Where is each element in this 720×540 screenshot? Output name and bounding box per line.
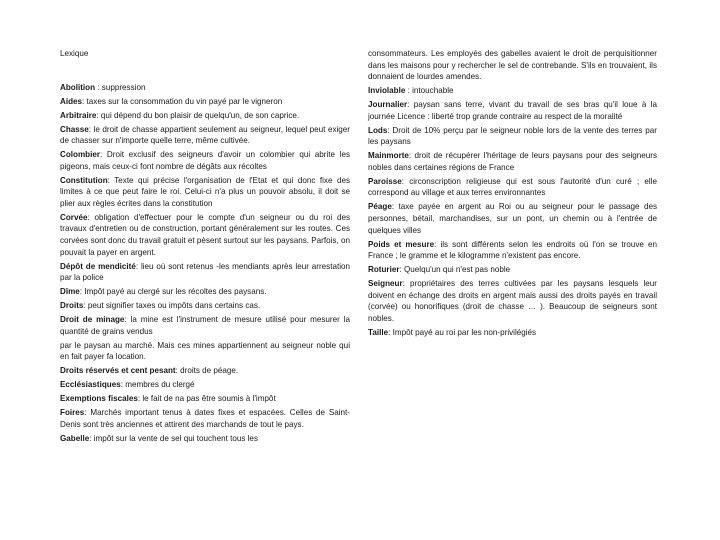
glossary-entry: [368, 150, 657, 173]
glossary-entry: [60, 379, 350, 391]
glossary-entry-text: [60, 300, 350, 312]
glossary-definition: : Texte qui précise l'organisation de l'Etat et qui donc fixe des limites à ce que peut faire le roi. Celui-ci n'a plus un pouvoir absolu, il doit se plier aux règles écrites dans la constitution: [60, 175, 350, 208]
glossary-entry: [60, 110, 350, 122]
glossary-term: Droit de minage: [60, 315, 125, 325]
glossary-entry-text: [60, 110, 350, 122]
glossary-entry-text: [60, 407, 350, 430]
glossary-entry: [368, 327, 657, 339]
glossary-entry-text: [60, 212, 350, 258]
glossary-definition: : le fait de na pas être soumis à l'impôt: [137, 394, 276, 404]
glossary-definition: : impôt sur la vente de sel qui touchent tous les: [89, 433, 258, 443]
glossary-entry: [60, 286, 350, 298]
glossary-term: Lods: [368, 125, 388, 135]
glossary-entry-text: [368, 327, 657, 339]
glossary-entry: [60, 212, 350, 258]
glossary-term: Exemptions fiscales: [60, 394, 138, 404]
glossary-entry: [368, 239, 657, 262]
glossary-term: Taille: [368, 327, 389, 337]
glossary-entry-text: [60, 340, 350, 363]
glossary-entry-text: [60, 82, 350, 94]
left-column: [60, 48, 350, 447]
glossary-term: Inviolable: [368, 86, 406, 96]
glossary-definition: : le droit de chasse appartient seulement au seigneur, lequel peut exiger de chasser sur n'importe quelle terre, même cultivée.: [60, 124, 350, 146]
glossary-definition: : taxe payée en argent au Roi ou au seigneur pour le passage des personnes, bétail, marchandises, sur un pont, un chemin ou à l'entrée de quelques villes: [368, 202, 657, 235]
glossary-entry-text: [60, 149, 350, 172]
glossary-definition: : circonscription religieuse qui est sous l'autorité d'un curé ; elle correspond au village et aux terres environnantes: [368, 176, 657, 198]
glossary-definition: : peut signifier taxes ou impôts dans certains cas.: [83, 301, 261, 311]
glossary-entry: [60, 300, 350, 312]
glossary-definition: : Droit exclusif des seigneurs d'avoir un colombier qui abrite les pigeons, mais ceux-ci font nombre de dégâts aux récoltes: [60, 150, 350, 171]
glossary-entry: [60, 393, 350, 405]
glossary-definition: : propriétaires des terres cultivées par les paysans lesquels leur doivent en échange des droits en argent mais aussi des droits payés en travail (corvée) ou honorifiques (droit de chasse … ). Beaucoup de seigneurs sont nobles.: [368, 279, 657, 323]
glossary-term: Corvée: [60, 212, 88, 222]
glossary-definition: : droit de récupérer l'héritage de leurs paysans pour des seigneurs nobles dans certaines régions de France: [368, 151, 657, 172]
glossary-term: Péage: [368, 202, 392, 212]
glossary-term: Dépôt de mendicité: [60, 261, 136, 271]
glossary-term: Abolition: [60, 82, 96, 92]
glossary-term: Droits réservés et cent pesant: [60, 366, 176, 376]
glossary-term: Roturier: [368, 265, 400, 275]
glossary-entry-text: [60, 314, 350, 337]
glossary-definition: : lieu où sont retenus -les mendiants après leur arrestation par la police: [60, 261, 351, 283]
glossary-term: Chasse: [60, 124, 89, 134]
glossary-definition: : Impôt payé au roi par les non-privilégiés: [388, 327, 537, 337]
glossary-entry: [368, 278, 657, 324]
glossary-definition: : taxes sur la consommation du vin payé par le vigneron: [82, 96, 283, 106]
glossary-term: Journalier: [368, 100, 408, 110]
glossary-entry: [368, 176, 657, 199]
glossary-definition: : membres du clergé: [120, 380, 195, 390]
glossary-entry-text: [60, 379, 350, 391]
glossary-entry-text: [60, 365, 350, 377]
glossary-term: Foires: [60, 408, 85, 418]
glossary-definition: : obligation d'effectuer pour le compte d'un seigneur ou du roi des travaux d'entretien ou de construction, portant généralement sur les routes. Ces corvées sont donc du travail gratuit et pèsent surtout sur les paysans. Parfois, on pouvait la payer en argent.: [60, 212, 350, 257]
glossary-entry-text: [60, 96, 350, 108]
glossary-entry-text: [368, 176, 657, 199]
glossary-entry-text: [368, 85, 657, 97]
glossary-entry: [368, 201, 657, 236]
glossary-entry: [60, 340, 350, 363]
glossary-entry-text: [60, 261, 350, 284]
glossary-definition: : Quelqu'un qui n'est pas noble: [399, 265, 511, 275]
glossary-entry-text: [368, 201, 657, 236]
glossary-definition: : paysan sans terre, vivant du travail de ses bras qu'il loue à la journée Licence : liberté trop grande contraire au respect de la moralité: [368, 100, 657, 121]
glossary-term: Droits: [60, 301, 84, 311]
glossary-entry: [368, 99, 657, 122]
glossary-entry-text: [60, 124, 350, 147]
glossary-entry-text: [60, 433, 350, 445]
glossary-entry-text: [368, 264, 657, 276]
glossary-entry: [60, 261, 350, 284]
glossary-entry-text: [60, 175, 350, 210]
glossary-entry-text: [60, 286, 350, 298]
glossary-entry-text: [368, 239, 657, 262]
glossary-term: Poids et mesure: [368, 239, 435, 249]
glossary-definition: : qui dépend du bon plaisir de quelqu'un, de son caprice.: [96, 110, 300, 120]
glossary-entry-text: [60, 393, 350, 405]
glossary-term: Colombier: [60, 150, 101, 160]
glossary-term: Gabelle: [60, 433, 90, 443]
glossary-entry: [368, 264, 657, 276]
glossary-entry-text: [368, 150, 657, 173]
glossary-term: Dîme: [60, 287, 80, 297]
glossary-term: Aides: [60, 96, 83, 106]
glossary-entry: [368, 85, 657, 97]
glossary-term: Arbitraire: [60, 110, 97, 120]
glossary-term: Paroisse: [368, 176, 402, 186]
glossary-entry: [60, 96, 350, 108]
glossary-entry: [60, 433, 350, 445]
glossary-entry: [60, 124, 350, 147]
glossary-entry: [60, 175, 350, 210]
glossary-entry: [60, 407, 350, 430]
glossary-definition: : Impôt payé au clergé sur les récoltes des paysans.: [79, 287, 267, 297]
glossary-term: Ecclésiastiques: [60, 380, 121, 390]
glossary-entry: [368, 125, 657, 148]
page-title: Lexique: [60, 49, 89, 58]
glossary-term: Mainmorte: [368, 151, 409, 161]
glossary-definition: : intouchable: [405, 86, 454, 96]
glossary-definition: : Marchés important tenus à dates fixes et espacées. Celles de Saint-Denis sont très anciennes et attirent des marchands de tout le pays.: [60, 408, 350, 429]
glossary-definition: : Droit de 10% perçu par le seigneur noble lors de la vente des terres par les paysans: [368, 125, 657, 147]
glossary-definition: : la mine est l'instrument de mesure utilisé pour mesurer la quantité de grains vendus: [60, 315, 350, 336]
glossary-entry-text: [368, 99, 657, 122]
glossary-definition: par le paysan au marché. Mais ces mines appartiennent au seigneur noble qui en fait payer fa location.: [60, 340, 350, 362]
glossary-entry: [60, 365, 350, 377]
continued-definition: consommateurs. Les employés des gabelles avaient le droit de perquisitionner dans les maisons pour y rechercher le sel de contrebande. S'ils en trouvaient, ils donnaient de lourdes amendes.: [368, 49, 657, 82]
glossary-definition: : ils sont différents selon les endroits où l'on se trouve en France ; le gramme et le kilogramme n'existent pas encore.: [368, 239, 657, 261]
glossary-entry: [60, 82, 350, 94]
glossary-term: Constitution: [60, 175, 108, 185]
glossary-entry: [60, 149, 350, 172]
glossary-entry: [60, 314, 350, 337]
glossary-entry-text: [368, 125, 657, 148]
glossary-definition: : suppression: [95, 82, 146, 92]
right-column: [368, 48, 657, 341]
glossary-entry-text: [368, 278, 657, 324]
glossary-term: Seigneur: [368, 279, 403, 289]
glossary-definition: : droits de péage.: [175, 366, 239, 376]
